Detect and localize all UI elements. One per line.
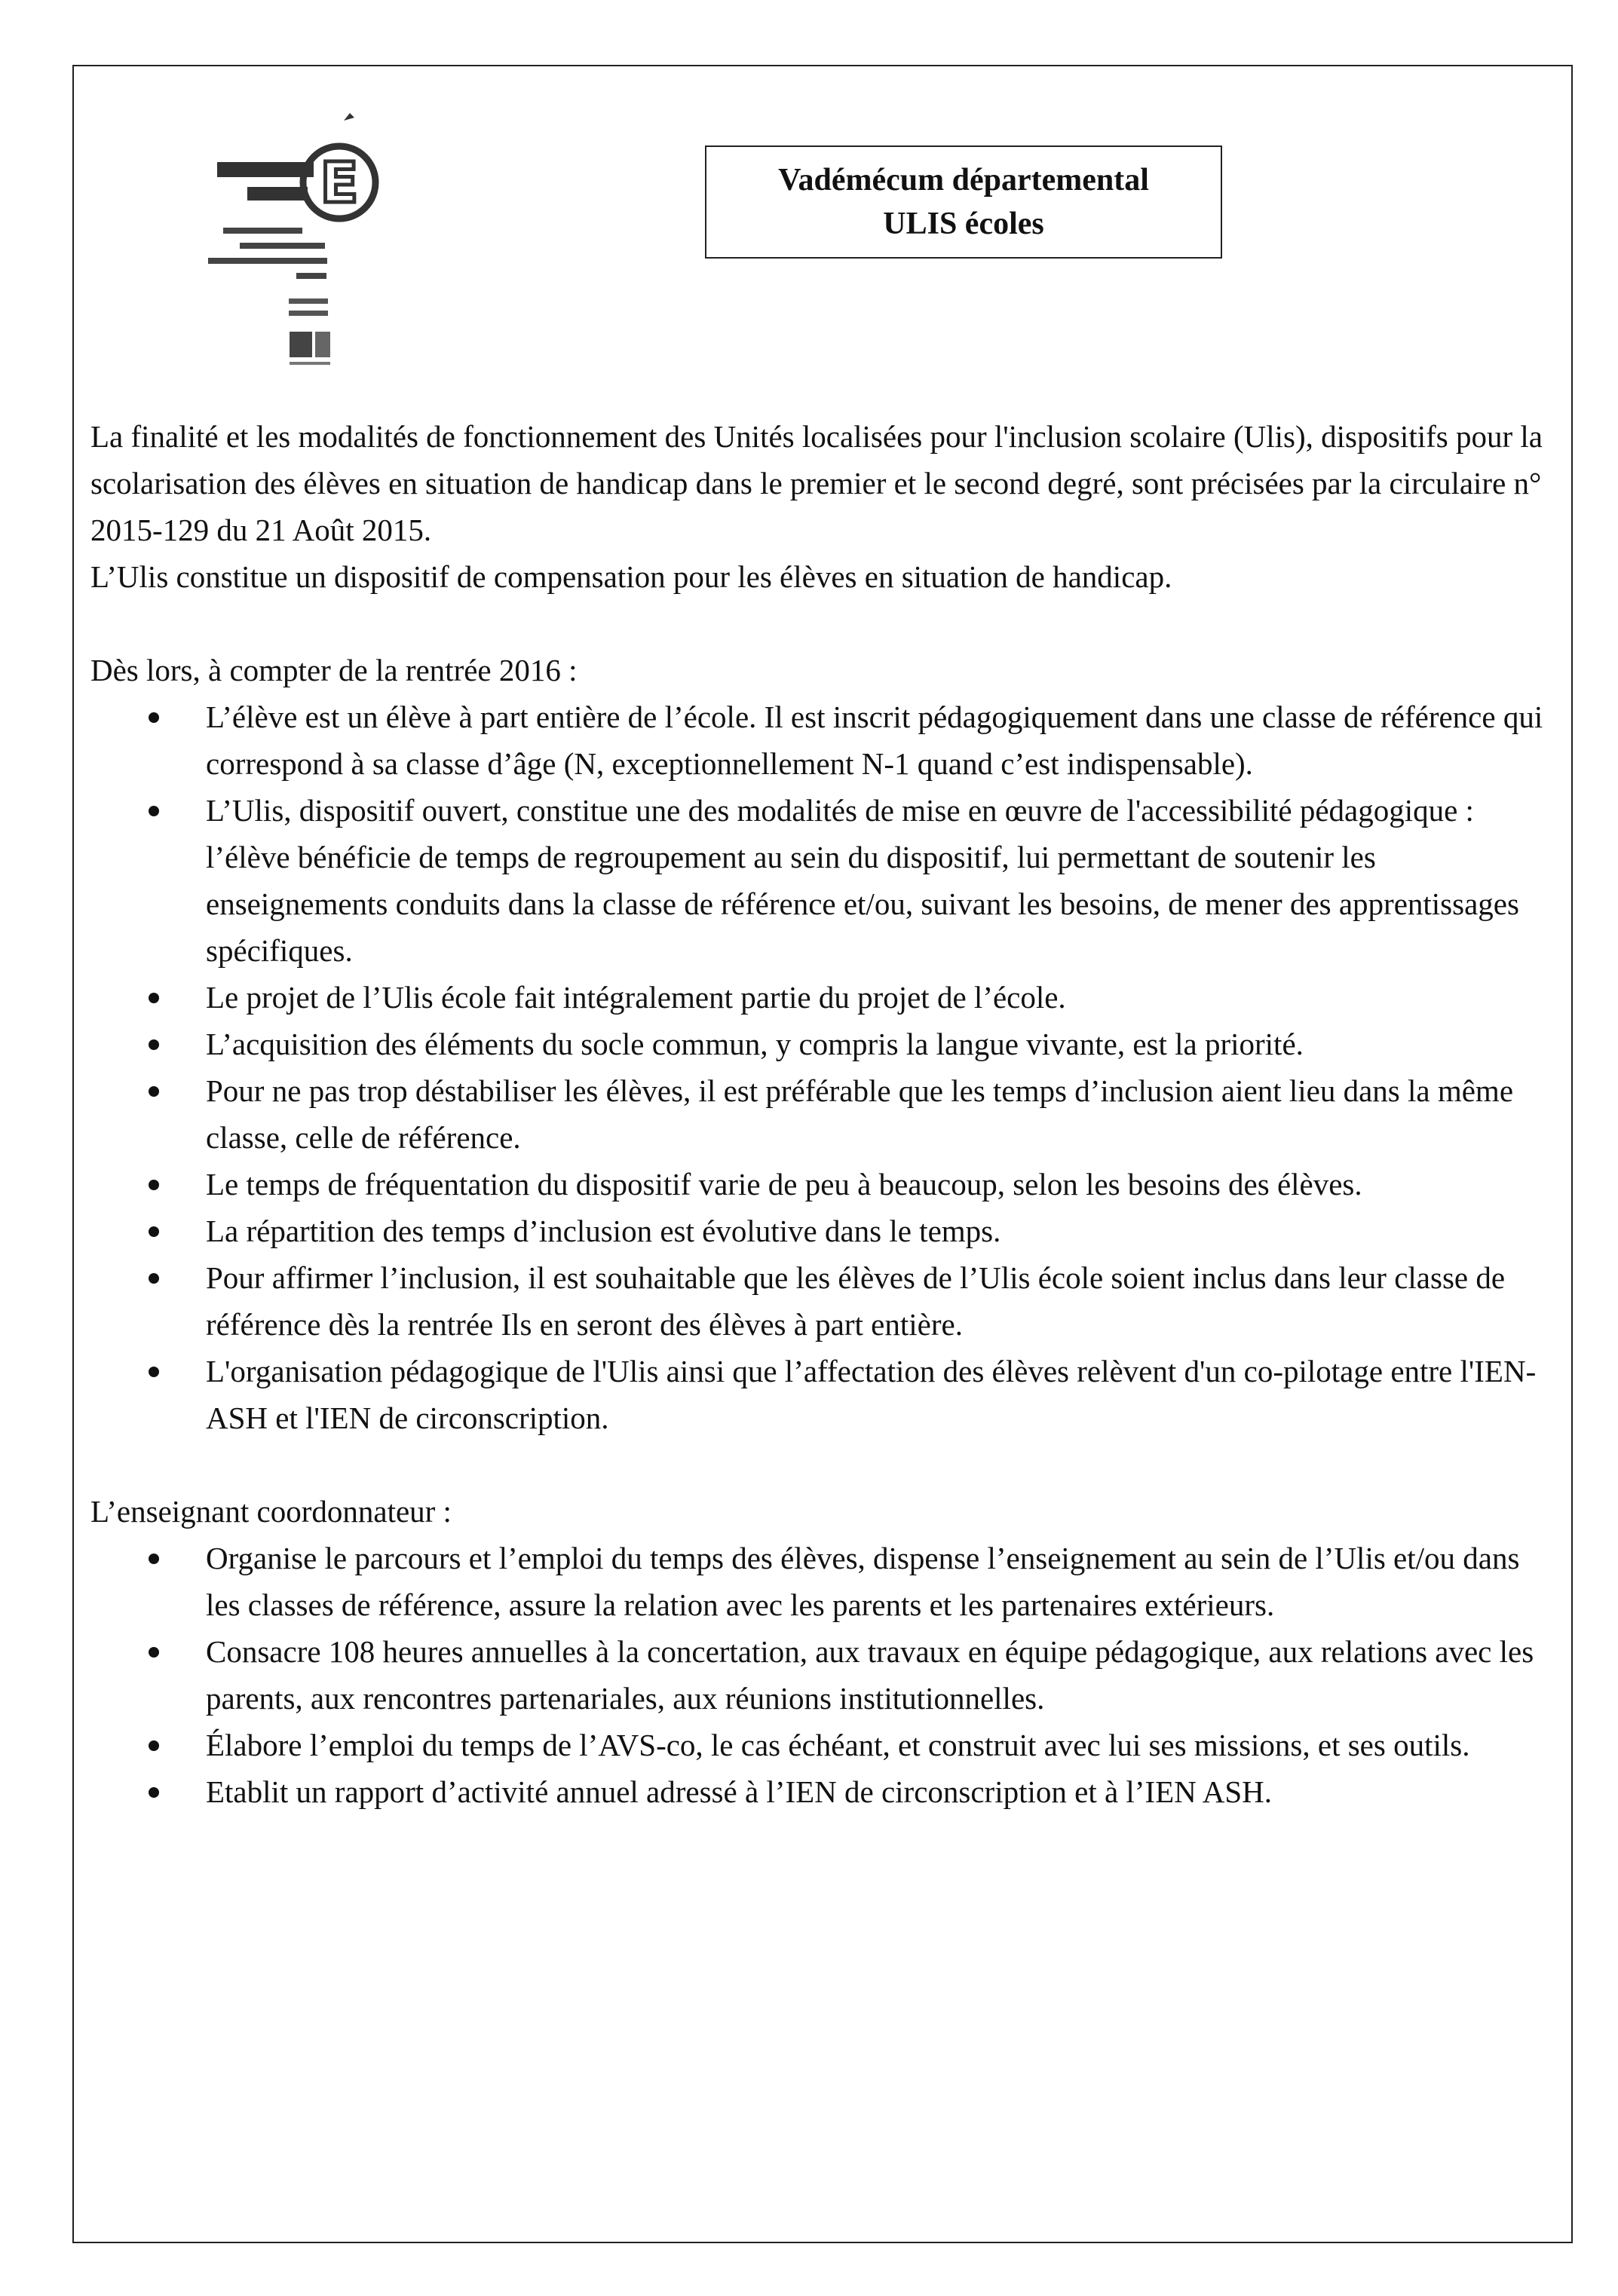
list-item: Consacre 108 heures annuelles à la concertation, aux travaux en équipe pédagogique, aux relations avec les parents, aux rencontres partenariales, aux réunions institutionnelles. [90, 1628, 1549, 1722]
list-item: Le projet de l’Ulis école fait intégralement partie du projet de l’école. [90, 974, 1549, 1021]
document-title-box [705, 145, 1222, 259]
list-item: La répartition des temps d’inclusion est évolutive dans le temps. [90, 1208, 1549, 1254]
svg-text:E: E [320, 151, 359, 216]
intro-paragraph: La finalité et les modalités de fonctionnement des Unités localisées pour l'inclusion scolaire (Ulis), dispositifs pour la scolarisation des élèves en situation de handicap dans le premier et le second degré, sont précisées par la circulaire n° 2015-129 du 21 Août 2015. [90, 419, 1543, 547]
bullet-list [90, 1535, 1549, 1815]
list-item: L’Ulis, dispositif ouvert, constitue une des modalités de mise en œuvre de l'accessibilité pédagogique : l’élève bénéficie de temps de regroupement au sein du dispositif, lui permettant de soutenir les enseignements conduits dans la classe de référence et/ou, suivant les besoins, de mener des apprentissages spécifiques. [90, 787, 1549, 974]
bullet-list [90, 693, 1549, 1441]
document-body [90, 413, 1549, 1815]
section-heading: L’enseignant coordonnateur : [90, 1494, 452, 1529]
list-item: Pour ne pas trop déstabiliser les élèves, il est préférable que les temps d’inclusion aient lieu dans la même classe, celle de référence. [90, 1067, 1549, 1161]
section-heading: Dès lors, à compter de la rentrée 2016 : [90, 653, 578, 687]
list-item: L'organisation pédagogique de l'Ulis ainsi que l’affectation des élèves relèvent d'un co-pilotage entre l'IEN-ASH et l'IEN de circonscription. [90, 1348, 1549, 1441]
document-subtitle: ULIS écoles [883, 207, 1044, 241]
list-item: Organise le parcours et l’emploi du temps des élèves, dispense l’enseignement au sein de l’Ulis et/ou dans les classes de référence, assure la relation avec les parents et les partenaires extérieurs. [90, 1535, 1549, 1628]
list-item: L’élève est un élève à part entière de l’école. Il est inscrit pédagogiquement dans une classe de référence qui correspond à sa classe d’âge (N, exceptionnellement N-1 quand c’est indispensable). [90, 693, 1549, 787]
academie-lille-logo-icon [142, 83, 470, 392]
list-item: L’acquisition des éléments du socle commun, y compris la langue vivante, est la priorité. [90, 1021, 1549, 1067]
list-item: Etablit un rapport d’activité annuel adressé à l’IEN de circonscription et à l’IEN ASH. [90, 1768, 1549, 1815]
list-item: Le temps de fréquentation du dispositif varie de peu à beaucoup, selon les besoins des élèves. [90, 1161, 1549, 1208]
document-title: Vadémécum départemental [778, 163, 1149, 197]
list-item: Élabore l’emploi du temps de l’AVS-co, le cas échéant, et construit avec lui ses missions, et ses outils. [90, 1722, 1549, 1768]
list-item: Pour affirmer l’inclusion, il est souhaitable que les élèves de l’Ulis école soient inclus dans leur classe de référence dès la rentrée Ils en seront des élèves à part entière. [90, 1254, 1549, 1348]
intro-paragraph: L’Ulis constitue un dispositif de compensation pour les élèves en situation de handicap. [90, 559, 1172, 594]
